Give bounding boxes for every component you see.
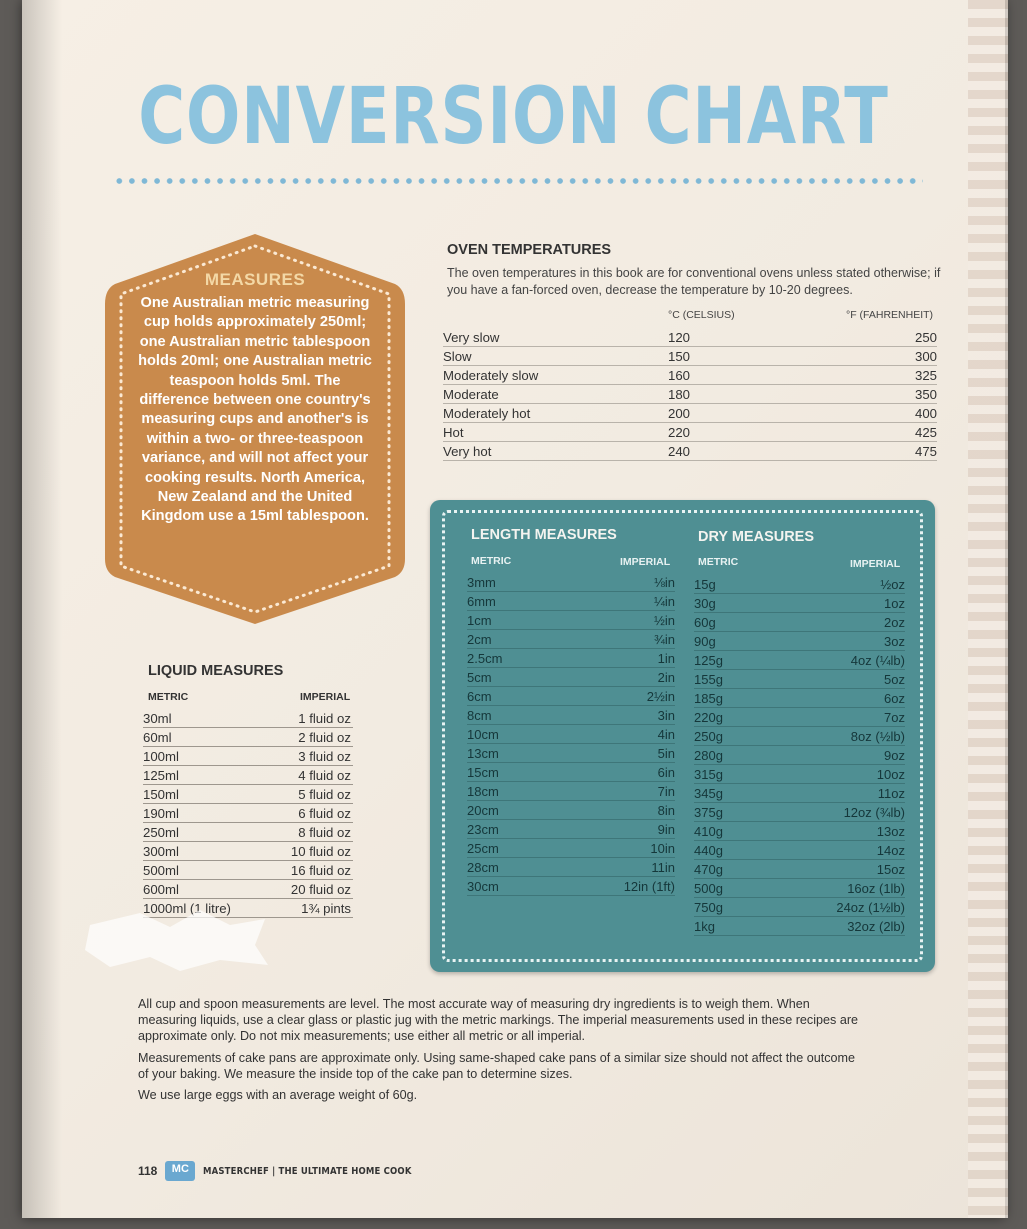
length-metric-cell: 2.5cm: [467, 649, 552, 668]
table-row: [467, 573, 675, 592]
table-row: [467, 706, 675, 725]
dry-imperial-cell: 16oz (1lb): [757, 879, 905, 898]
dry-imperial-cell: 13oz: [757, 822, 905, 841]
liquid-metric-cell: 1000ml (1 litre): [143, 899, 266, 918]
length-imperial-cell: 1in: [552, 649, 675, 668]
liquid-imperial-cell: 4 fluid oz: [266, 766, 353, 785]
page-edges: [968, 0, 1008, 1218]
celsius-cell: 200: [668, 404, 728, 423]
length-metric-cell: 3mm: [467, 573, 552, 592]
length-imperial-cell: 11in: [552, 858, 675, 877]
footer-brand: MASTERCHEF | THE ULTIMATE HOME COOK: [203, 1165, 412, 1177]
length-metric-cell: 23cm: [467, 820, 552, 839]
liquid-imperial-cell: 5 fluid oz: [266, 785, 353, 804]
table-row: [467, 858, 675, 877]
oven-label-cell: Moderately hot: [443, 404, 668, 423]
table-row: [694, 594, 905, 613]
table-row: [467, 630, 675, 649]
length-imperial-cell: 2in: [552, 668, 675, 687]
length-metric-cell: 30cm: [467, 877, 552, 896]
table-row: [467, 877, 675, 896]
length-table: [467, 573, 675, 896]
dry-metric-cell: 185g: [694, 689, 757, 708]
table-row: [467, 687, 675, 706]
fahrenheit-cell: 325: [728, 366, 937, 385]
liquid-metric-cell: 30ml: [143, 709, 266, 728]
liquid-metric-cell: 190ml: [143, 804, 266, 823]
table-row: [143, 880, 353, 899]
note-paragraph: Measurements of cake pans are approximate only. Using same-shaped cake pans of a similar size should not affect the outcome of your baking. We measure the inside top of the cake pan to determine sizes.: [138, 1050, 856, 1081]
dry-metric-cell: 750g: [694, 898, 757, 917]
dry-imperial-cell: 9oz: [757, 746, 905, 765]
dry-metric-cell: 500g: [694, 879, 757, 898]
celsius-cell: 220: [668, 423, 728, 442]
dry-metric-cell: 440g: [694, 841, 757, 860]
dry-imperial-cell: 12oz (¾lb): [757, 803, 905, 822]
measures-text: One Australian metric measuring cup holds approximately 250ml; one Australian metric tablespoon holds 20ml; one Australian metric teaspoon holds 5ml. The difference between one country's measuring cups and another's is within a two- or three-teaspoon variance, and will not affect your cooking results. North America, New Zealand and the United Kingdom use a 15ml tablespoon.: [138, 295, 372, 525]
fahrenheit-cell: 250: [728, 328, 937, 347]
oven-label-cell: Moderately slow: [443, 366, 668, 385]
celsius-cell: 160: [668, 366, 728, 385]
dry-metric-cell: 315g: [694, 765, 757, 784]
length-metric-cell: 18cm: [467, 782, 552, 801]
fahrenheit-cell: 300: [728, 347, 937, 366]
dry-imperial-cell: 8oz (½lb): [757, 727, 905, 746]
table-row: [143, 823, 353, 842]
length-imperial-cell: 8in: [552, 801, 675, 820]
liquid-metric-cell: 125ml: [143, 766, 266, 785]
liquid-imperial-cell: 3 fluid oz: [266, 747, 353, 766]
table-row: [443, 442, 937, 461]
length-imperial-cell: ½in: [552, 611, 675, 630]
oven-col-celsius: °C (CELSIUS): [668, 309, 735, 321]
dry-metric-cell: 90g: [694, 632, 757, 651]
liquid-imperial-cell: 1 fluid oz: [266, 709, 353, 728]
liquid-col-imperial: IMPERIAL: [300, 691, 351, 703]
length-metric-cell: 13cm: [467, 744, 552, 763]
length-imperial-cell: ¾in: [552, 630, 675, 649]
table-row: [467, 744, 675, 763]
dry-metric-cell: 220g: [694, 708, 757, 727]
dry-imperial-cell: ½oz: [757, 575, 905, 594]
dry-metric-cell: 155g: [694, 670, 757, 689]
dry-metric-cell: 15g: [694, 575, 757, 594]
dry-imperial-cell: 5oz: [757, 670, 905, 689]
table-row: [694, 746, 905, 765]
length-metric-cell: 10cm: [467, 725, 552, 744]
table-row: [694, 822, 905, 841]
table-row: [443, 366, 937, 385]
logo-text: MC: [171, 1163, 189, 1175]
table-row: [143, 728, 353, 747]
dry-imperial-cell: 3oz: [757, 632, 905, 651]
liquid-metric-cell: 250ml: [143, 823, 266, 842]
dry-metric-cell: 470g: [694, 860, 757, 879]
liquid-imperial-cell: 8 fluid oz: [266, 823, 353, 842]
table-row: [694, 613, 905, 632]
dry-metric-cell: 1kg: [694, 917, 757, 936]
table-row: [467, 668, 675, 687]
dry-imperial-cell: 4oz (¼lb): [757, 651, 905, 670]
length-metric-cell: 2cm: [467, 630, 552, 649]
length-imperial-cell: 6in: [552, 763, 675, 782]
liquid-metric-cell: 500ml: [143, 861, 266, 880]
table-row: [443, 347, 937, 366]
length-col-metric: METRIC: [471, 555, 512, 567]
dry-imperial-cell: 24oz (1½lb): [757, 898, 905, 917]
length-measures-title: LENGTH MEASURES: [471, 527, 617, 543]
table-row: [143, 804, 353, 823]
liquid-imperial-cell: 2 fluid oz: [266, 728, 353, 747]
table-row: [694, 727, 905, 746]
table-row: [467, 592, 675, 611]
table-row: [467, 649, 675, 668]
oven-temperatures-title: OVEN TEMPERATURES: [447, 242, 612, 258]
celsius-cell: 150: [668, 347, 728, 366]
oven-label-cell: Hot: [443, 423, 668, 442]
length-metric-cell: 25cm: [467, 839, 552, 858]
table-row: [694, 575, 905, 594]
length-col-imperial: IMPERIAL: [620, 556, 671, 568]
table-row: [143, 709, 353, 728]
length-imperial-cell: ¼in: [552, 592, 675, 611]
note-paragraph: All cup and spoon measurements are level. The most accurate way of measuring dry ingredients is to weigh them. When measuring liquids, use a clear glass or plastic jug with the metric markings. The imperial measurements used in these recipes are approximate only. Do not mix measurements; use either all metric or all imperial.: [138, 997, 859, 1044]
celsius-cell: 180: [668, 385, 728, 404]
table-row: [143, 766, 353, 785]
masterchef-logo-icon: [165, 1161, 195, 1181]
table-row: [467, 763, 675, 782]
celsius-cell: 120: [668, 328, 728, 347]
dry-metric-cell: 250g: [694, 727, 757, 746]
oven-col-fahrenheit: °F (FAHRENHEIT): [846, 309, 934, 321]
liquid-measures-title: LIQUID MEASURES: [148, 663, 284, 679]
dry-imperial-cell: 15oz: [757, 860, 905, 879]
dry-imperial-cell: 11oz: [757, 784, 905, 803]
liquid-imperial-cell: 10 fluid oz: [266, 842, 353, 861]
decorative-paint-splat: [80, 905, 270, 975]
fahrenheit-cell: 425: [728, 423, 937, 442]
table-row: [443, 423, 937, 442]
liquid-imperial-cell: 1¾ pints: [266, 899, 353, 918]
length-imperial-cell: 3in: [552, 706, 675, 725]
table-row: [694, 917, 905, 936]
table-row: [694, 784, 905, 803]
celsius-cell: 240: [668, 442, 728, 461]
oven-intro: The oven temperatures in this book are for conventional ovens unless stated otherwise; if you have a fan-forced oven, decrease the temperature by 10-20 degrees.: [447, 266, 941, 297]
length-imperial-cell: 12in (1ft): [552, 877, 675, 896]
oven-table: [443, 328, 937, 461]
table-row: [694, 841, 905, 860]
table-row: [467, 839, 675, 858]
title-dotted-divider: [113, 176, 923, 186]
dry-imperial-cell: 32oz (2lb): [757, 917, 905, 936]
table-row: [143, 747, 353, 766]
length-imperial-cell: 7in: [552, 782, 675, 801]
table-row: [694, 803, 905, 822]
dry-imperial-cell: 7oz: [757, 708, 905, 727]
table-row: [467, 801, 675, 820]
dry-metric-cell: 60g: [694, 613, 757, 632]
page-title: CONVERSION CHART: [138, 72, 889, 162]
table-row: [694, 765, 905, 784]
dry-col-metric: METRIC: [698, 556, 739, 568]
table-row: [694, 898, 905, 917]
fahrenheit-cell: 400: [728, 404, 937, 423]
table-row: [694, 708, 905, 727]
table-row: [443, 385, 937, 404]
liquid-imperial-cell: 6 fluid oz: [266, 804, 353, 823]
oven-label-cell: Moderate: [443, 385, 668, 404]
length-imperial-cell: 2½in: [552, 687, 675, 706]
oven-label-cell: Very slow: [443, 328, 668, 347]
dry-metric-cell: 280g: [694, 746, 757, 765]
length-metric-cell: 6cm: [467, 687, 552, 706]
length-metric-cell: 28cm: [467, 858, 552, 877]
table-row: [694, 670, 905, 689]
liquid-metric-cell: 150ml: [143, 785, 266, 804]
liquid-metric-cell: 300ml: [143, 842, 266, 861]
liquid-col-metric: METRIC: [148, 691, 189, 703]
measures-badge: [105, 234, 405, 624]
length-imperial-cell: ⅛in: [552, 573, 675, 592]
measures-title: MEASURES: [204, 270, 306, 289]
page-footer: [138, 1161, 449, 1181]
oven-label-cell: Very hot: [443, 442, 668, 461]
dry-imperial-cell: 2oz: [757, 613, 905, 632]
table-row: [143, 861, 353, 880]
length-imperial-cell: 5in: [552, 744, 675, 763]
length-metric-cell: 15cm: [467, 763, 552, 782]
notes: [138, 996, 868, 1108]
dry-metric-cell: 410g: [694, 822, 757, 841]
table-row: [694, 860, 905, 879]
dry-measures-title: DRY MEASURES: [698, 529, 815, 545]
length-metric-cell: 5cm: [467, 668, 552, 687]
table-row: [467, 611, 675, 630]
liquid-imperial-cell: 20 fluid oz: [266, 880, 353, 899]
liquid-metric-cell: 60ml: [143, 728, 266, 747]
liquid-metric-cell: 600ml: [143, 880, 266, 899]
length-imperial-cell: 10in: [552, 839, 675, 858]
liquid-metric-cell: 100ml: [143, 747, 266, 766]
page-number: 118: [138, 1164, 158, 1178]
length-dry-panel: [430, 500, 935, 972]
dry-table: [694, 575, 905, 936]
length-imperial-cell: 9in: [552, 820, 675, 839]
table-row: [143, 785, 353, 804]
dry-metric-cell: 125g: [694, 651, 757, 670]
dry-col-imperial: IMPERIAL: [850, 558, 901, 570]
table-row: [467, 725, 675, 744]
dry-metric-cell: 345g: [694, 784, 757, 803]
table-row: [467, 820, 675, 839]
table-row: [694, 651, 905, 670]
liquid-table: [143, 709, 353, 918]
dry-metric-cell: 375g: [694, 803, 757, 822]
length-metric-cell: 1cm: [467, 611, 552, 630]
table-row: [143, 842, 353, 861]
liquid-imperial-cell: 16 fluid oz: [266, 861, 353, 880]
length-imperial-cell: 4in: [552, 725, 675, 744]
dry-imperial-cell: 6oz: [757, 689, 905, 708]
table-row: [443, 404, 937, 423]
fahrenheit-cell: 350: [728, 385, 937, 404]
table-row: [443, 328, 937, 347]
length-metric-cell: 8cm: [467, 706, 552, 725]
dry-imperial-cell: 10oz: [757, 765, 905, 784]
table-row: [694, 689, 905, 708]
dry-imperial-cell: 1oz: [757, 594, 905, 613]
table-row: [467, 782, 675, 801]
fahrenheit-cell: 475: [728, 442, 937, 461]
table-row: [694, 879, 905, 898]
dry-metric-cell: 30g: [694, 594, 757, 613]
length-metric-cell: 20cm: [467, 801, 552, 820]
table-row: [694, 632, 905, 651]
length-metric-cell: 6mm: [467, 592, 552, 611]
note-paragraph: We use large eggs with an average weight of 60g.: [138, 1088, 418, 1103]
dry-imperial-cell: 14oz: [757, 841, 905, 860]
oven-label-cell: Slow: [443, 347, 668, 366]
page-gutter-shadow: [22, 0, 62, 1218]
